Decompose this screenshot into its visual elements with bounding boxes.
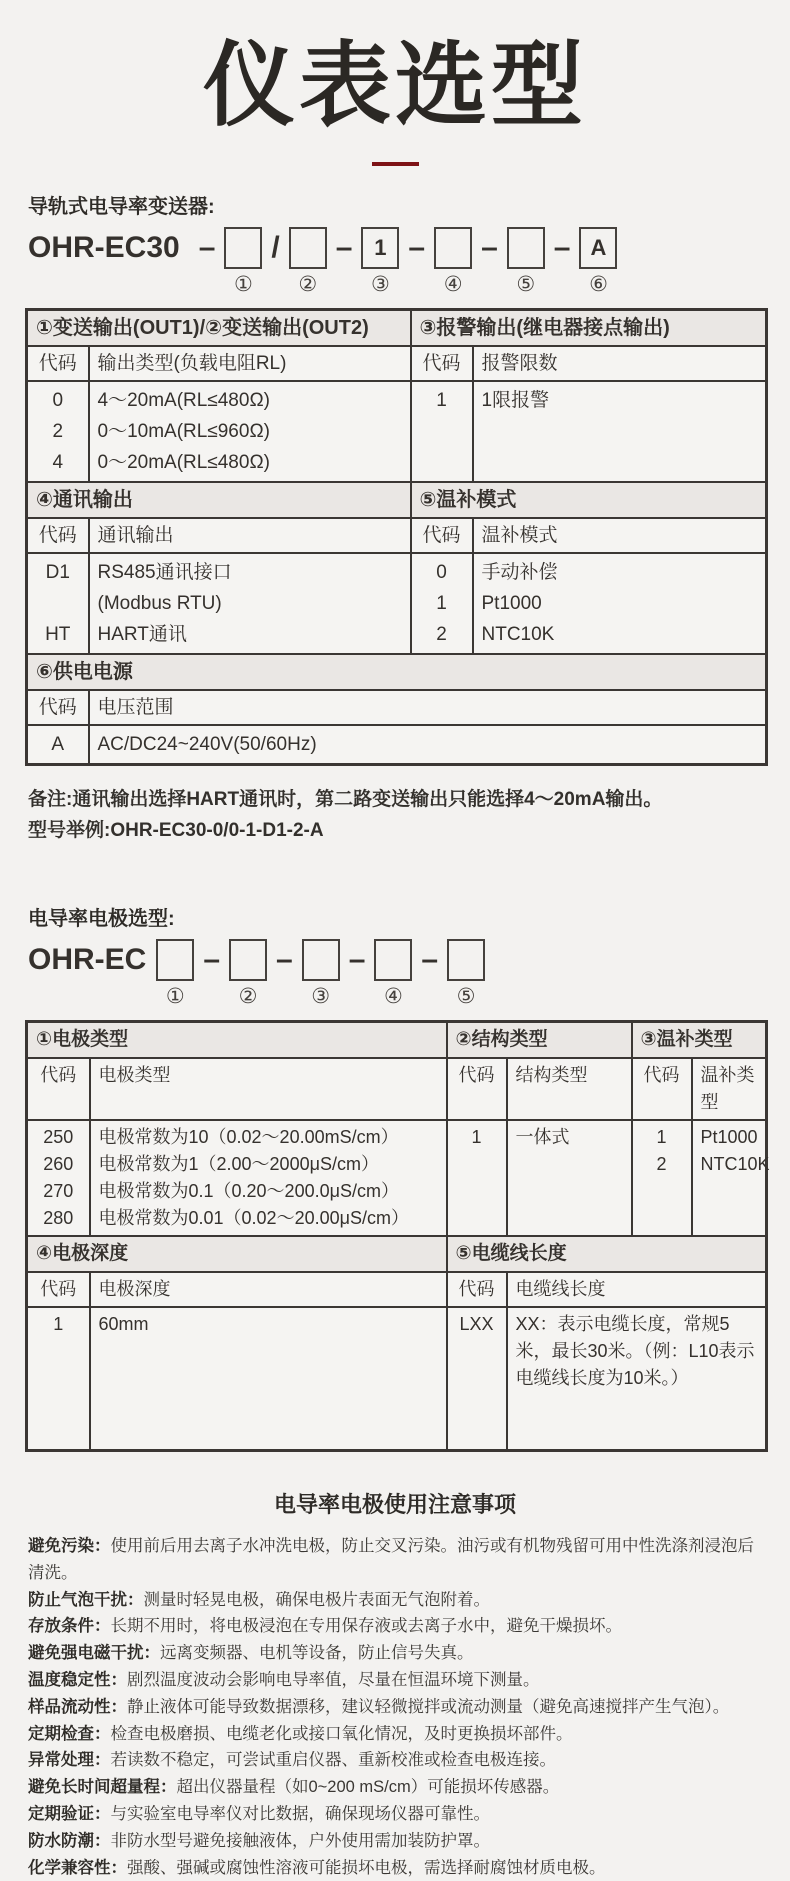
option-list: [692, 1120, 770, 1236]
code-list: [27, 1307, 90, 1451]
slot-number: ⑤: [456, 985, 476, 1008]
column-header: 电缆线长度: [507, 1272, 767, 1307]
model-slot-3: [361, 227, 399, 296]
column-header: 代码: [447, 1272, 507, 1307]
electrode-model-code: [28, 939, 765, 1008]
separator-dash: –: [198, 231, 216, 264]
note-item: [28, 1855, 762, 1881]
code-value: D1: [45, 562, 70, 583]
code-value: 2: [436, 624, 447, 645]
option-value: 电极常数为1（2.00～2000μS/cm）: [98, 1154, 379, 1174]
note-label: 避免强电磁干扰：: [28, 1644, 160, 1663]
model-slot-1: [156, 939, 194, 1008]
note-item: [28, 1774, 762, 1801]
model-slot-3: [302, 939, 340, 1008]
code-value: LXX: [459, 1314, 494, 1334]
model-slot-box: [447, 939, 485, 981]
option-value: 0～20mA(RL≤480Ω): [97, 452, 270, 473]
model-slot-5: [447, 939, 485, 1008]
separator-dash: –: [203, 943, 221, 976]
model-slot-box: [507, 227, 545, 269]
note-text: 长期不用时，将电极浸泡在专用保存液或去离子水中，避免干燥损坏。: [110, 1617, 622, 1636]
model-slot-1: [224, 227, 262, 296]
column-header: 结构类型: [507, 1058, 632, 1120]
option-value: 手动补偿: [481, 562, 558, 583]
option-value: 1限报警: [481, 390, 550, 411]
code-value: 4: [52, 452, 64, 473]
slot-number: ①: [233, 273, 253, 296]
model-slot-box: [374, 939, 412, 981]
note-label: 存放条件：: [28, 1617, 111, 1636]
option-value: 电极常数为0.01（0.02～20.00μS/cm）: [98, 1208, 409, 1228]
code-value: 2: [52, 421, 64, 442]
separator-dash: –: [408, 231, 426, 264]
option-value: (Modbus RTU): [97, 593, 222, 614]
separator-dash: –: [481, 231, 498, 264]
note-label: 样品流动性：: [28, 1697, 127, 1716]
electrode-selection-table: [25, 1020, 768, 1452]
section-title: ①电极类型: [27, 1022, 447, 1059]
remark-example: 型号举例:OHR-EC30-0/0-1-D1-2-A: [28, 820, 324, 841]
section-title: ②结构类型: [447, 1022, 632, 1059]
code-value: 260: [43, 1154, 74, 1174]
option-value: 一体式: [515, 1127, 570, 1147]
notes-heading: 电导率电极使用注意事项: [273, 1492, 516, 1517]
cable-length-note: XX：表示电缆长度，常规5米，最长30米。（例：L10表示电缆线长度为10米。）: [507, 1307, 767, 1451]
section-title: ⑤温补模式: [411, 482, 767, 518]
code-value: A: [51, 734, 65, 755]
code-list: [27, 553, 89, 654]
slot-number: ⑤: [516, 273, 536, 296]
option-value: Pt1000: [481, 593, 542, 614]
code-value: 280: [43, 1208, 74, 1228]
transmitter-selection-table: [25, 308, 768, 766]
option-value: 60mm: [98, 1314, 149, 1334]
code-value: 1: [436, 390, 447, 411]
slot-number: ⑥: [589, 273, 608, 296]
note-item: [28, 1587, 762, 1614]
section-title: ③温补类型: [632, 1022, 767, 1059]
note-item: [28, 1694, 762, 1721]
section-title: ①变送输出(OUT1)/②变送输出(OUT2): [27, 310, 411, 347]
model-slot-box: [224, 227, 262, 269]
model-slot-box: [302, 939, 340, 981]
note-text: 非防水型号避免接触液体，户外使用需加装防护罩。: [110, 1831, 490, 1850]
model-prefix: OHR-EC: [28, 943, 147, 976]
note-item: [28, 1667, 762, 1694]
option-value: RS485通讯接口: [97, 562, 232, 583]
note-label: 避免污染：: [28, 1537, 111, 1555]
option-list: [90, 1307, 447, 1451]
slot-number: ②: [298, 273, 318, 296]
slot-number: ②: [238, 985, 258, 1008]
code-value: 0: [436, 562, 447, 583]
option-value: AC/DC24~240V(50/60Hz): [97, 734, 317, 755]
remark-note: 备注:通讯输出选择HART通讯时，第二路变送输出只能选择4～20mA输出。: [28, 789, 663, 810]
separator-dash: –: [335, 231, 353, 264]
note-label: 防止气泡干扰：: [28, 1590, 144, 1609]
model-slot-box: [289, 227, 327, 269]
note-text: 使用前后用去离子水冲洗电极，防止交叉污染。油污或有机物残留可用中性洗涤剂浸泡后清洗。: [28, 1537, 754, 1582]
model-slot-2: [229, 939, 267, 1008]
code-list: [27, 1120, 90, 1236]
column-header: 报警限数: [473, 346, 767, 381]
transmitter-section-heading: 导轨式电导率变送器:: [28, 196, 215, 218]
option-list: [89, 725, 767, 765]
section-title: ③报警输出(继电器接点输出): [411, 310, 767, 347]
option-value: NTC10K: [700, 1154, 770, 1174]
code-value: 1: [656, 1127, 667, 1147]
column-header: 代码: [27, 690, 89, 725]
electrode-section-heading: 电导率电极选型:: [28, 908, 175, 930]
option-list: [90, 1120, 447, 1236]
option-list: [507, 1120, 632, 1236]
page-title: 仪表选型: [202, 35, 587, 137]
model-slot-4: [434, 227, 472, 296]
separator-dash: –: [276, 943, 293, 976]
note-label: 定期检查：: [28, 1724, 111, 1743]
note-text: 与实验室电导率仪对比数据，确保现场仪器可靠性。: [110, 1804, 490, 1823]
notes-list: [28, 1533, 762, 1881]
remark-block: [28, 784, 762, 846]
column-header: 电极类型: [90, 1058, 447, 1120]
note-item: [28, 1721, 762, 1748]
model-prefix: OHR-EC30: [28, 231, 180, 264]
slot-number: ④: [443, 273, 463, 296]
note-text: 测量时轻晃电极，确保电极片表面无气泡附着。: [143, 1590, 490, 1609]
option-value: 4～20mA(RL≤480Ω): [97, 390, 270, 411]
model-slot-6: [579, 227, 617, 296]
code-list: [447, 1120, 507, 1236]
column-header: 代码: [447, 1058, 507, 1120]
column-header: 电压范围: [89, 690, 767, 725]
note-item: [28, 1613, 762, 1640]
note-label: 定期验证：: [28, 1804, 111, 1823]
code-value: 1: [471, 1127, 482, 1147]
code-list: [632, 1120, 692, 1236]
code-list: [27, 725, 89, 765]
code-list: [411, 553, 473, 654]
separator-dash: –: [421, 943, 439, 976]
note-label: 防水防潮：: [28, 1831, 111, 1850]
code-value: 250: [43, 1127, 74, 1147]
section-title: ⑤电缆线长度: [447, 1236, 767, 1272]
note-text: 超出仪器量程（如0~200 mS/cm）可能损坏传感器。: [176, 1778, 560, 1797]
code-list: [411, 381, 473, 482]
column-header: 代码: [27, 518, 89, 553]
code-list: [447, 1307, 507, 1451]
option-list: [89, 381, 411, 482]
separator-dash: –: [348, 943, 366, 976]
slot-number: ③: [371, 273, 390, 296]
option-value: 电极常数为0.1（0.20～200.0μS/cm）: [98, 1181, 399, 1201]
code-value: 2: [656, 1154, 667, 1174]
slot-number: ①: [165, 985, 185, 1008]
note-text: 静止液体可能导致数据漂移，建议轻微搅拌或流动测量（避免高速搅拌产生气泡）。: [127, 1697, 730, 1716]
column-header: 代码: [632, 1058, 692, 1120]
note-text: 强酸、强碱或腐蚀性溶液可能损坏电极，需选择耐腐蚀材质电极。: [127, 1858, 606, 1877]
note-item: [28, 1640, 762, 1667]
option-list: [473, 553, 767, 654]
column-header: 温补类型: [692, 1058, 767, 1120]
option-value: NTC10K: [481, 624, 555, 645]
note-text: 若读数不稳定，可尝试重启仪器、重新校准或检查电极连接。: [110, 1751, 556, 1770]
note-label: 化学兼容性：: [28, 1858, 127, 1877]
title-accent-divider: [372, 162, 419, 166]
slot-number: ③: [311, 985, 331, 1008]
column-header: 代码: [27, 1272, 90, 1307]
column-header: 代码: [27, 1058, 90, 1120]
code-value: 1: [53, 1314, 64, 1334]
section-title: ④电极深度: [27, 1236, 447, 1272]
model-slot-box: A: [579, 227, 617, 269]
model-slot-box: [229, 939, 267, 981]
note-text: 远离变频器、电机等设备，防止信号失真。: [160, 1644, 474, 1663]
note-label: 异常处理：: [28, 1751, 111, 1770]
option-value: HART通讯: [97, 624, 187, 645]
option-list: [473, 381, 767, 482]
model-slot-box: 1: [361, 227, 399, 269]
model-slot-box: [156, 939, 194, 981]
column-header: 代码: [411, 346, 473, 381]
slot-number: ④: [383, 985, 403, 1008]
note-item: [28, 1747, 762, 1774]
column-header: 电极深度: [90, 1272, 447, 1307]
code-value: 0: [52, 390, 64, 411]
note-item: [28, 1801, 762, 1828]
column-header: 代码: [411, 518, 473, 553]
note-text: 剧烈温度波动会影响电导率值，尽量在恒温环境下测量。: [127, 1670, 540, 1689]
column-header: 输出类型(负载电阻RL): [89, 346, 411, 381]
section-title: ④通讯输出: [27, 482, 411, 518]
code-value: 270: [43, 1181, 74, 1201]
option-value: 电极常数为10（0.02～20.00mS/cm）: [98, 1127, 399, 1147]
separator-dash: –: [553, 231, 571, 264]
transmitter-model-code: [28, 227, 765, 296]
column-header: 代码: [27, 346, 89, 381]
code-value: HT: [45, 624, 71, 645]
page-content: [0, 190, 790, 1881]
code-value: [36, 588, 80, 619]
model-slot-4: [374, 939, 412, 1008]
model-slot-2: [289, 227, 327, 296]
note-item: [28, 1828, 762, 1855]
option-value: Pt1000: [700, 1127, 758, 1147]
note-item: [28, 1533, 762, 1587]
note-text: 检查电极磨损、电缆老化或接口氧化情况，及时更换损坏部件。: [110, 1724, 573, 1743]
option-list: [89, 553, 411, 654]
model-slot-5: [507, 227, 545, 296]
note-label: 避免长时间超量程：: [28, 1778, 177, 1797]
note-label: 温度稳定性：: [28, 1670, 127, 1689]
section-title: ⑥供电电源: [27, 654, 767, 690]
model-slot-box: [434, 227, 472, 269]
column-header: 温补模式: [473, 518, 767, 553]
column-header: 通讯输出: [89, 518, 411, 553]
code-value: 1: [436, 593, 447, 614]
separator-slash: /: [271, 231, 280, 264]
option-value: 0～10mA(RL≤960Ω): [97, 421, 270, 442]
code-list: [27, 381, 89, 482]
